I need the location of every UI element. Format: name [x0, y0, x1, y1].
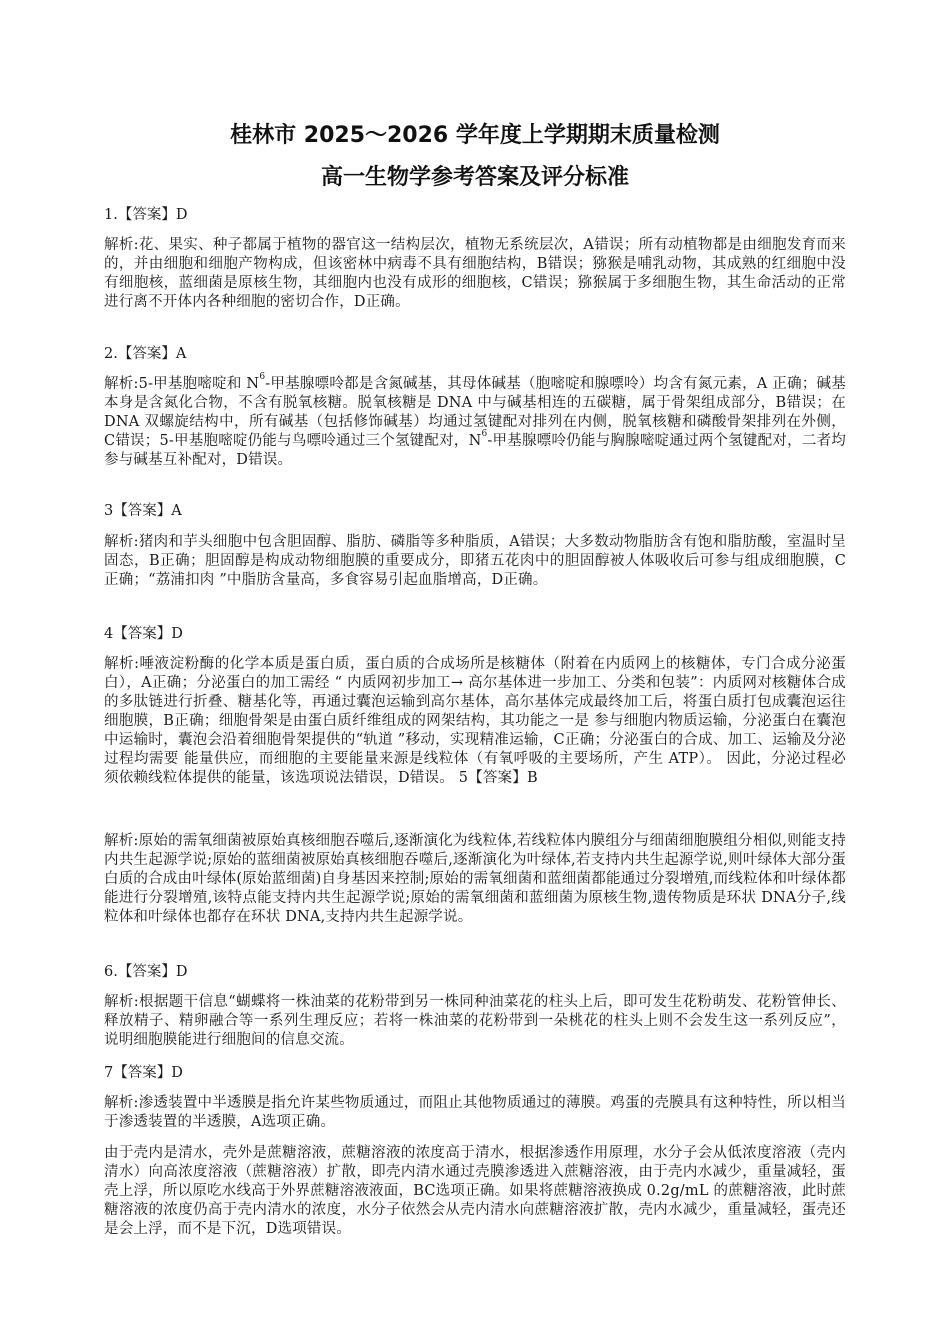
- q2-analysis-part1: 解析:5-甲基胞嘧啶和 N: [104, 376, 260, 392]
- q1-analysis: 解析:花、果实、种子都属于植物的器官这一结构层次，植物无系统层次，A错误；所有动植物都是由细胞发育而来的，并由细胞和细胞产物构成，但该密林中病毒不具有细胞结构，B错误；猕猴是哺乳动物，其成熟的红细胞中没有细胞核，蓝细菌是原核生物，其细胞内也没有成形的细胞核，C错误；猕猴属于多细胞生物，其生命活动的正常进行离不开体内各种细胞的密切合作，D正确。: [104, 237, 846, 310]
- q4-analysis-text: 解析:唾液淀粉酶的化学本质是蛋白质，蛋白质的合成场所是核糖体（附着在内质网上的核糖体，专门合成分泌蛋白），A正确；分泌蛋白的加工需经 “ 内质网初步加工→ 高尔基体进一步加工、分类和包装”：内质网对核糖体合成的多肽链进行折叠、糖基化等，再通过囊泡运输到高尔基体，高尔基体完成最终加工后，将蛋白质打包成囊泡运往细胞膜，B正确；细胞骨架是由蛋白质纤维组成的网架结构，其功能之一是 参与细胞内物质运输，分泌蛋白在囊泡中运输时，囊泡会沿着细胞骨架提供的“轨道 ”移动，实现精准运输，C正确；分泌蛋白的合成、加工、运输及分泌过程均需要 能量供应，而细胞的主要能量来源是线粒体（有氧呼吸的主要场所，产生 ATP）。 因此，分泌过程必须依赖线粒体提供的能量，该选项说法错误，D错误。: [104, 656, 846, 786]
- q2-sup-2: 6: [481, 429, 488, 439]
- q1-answer: 1.【答案】D: [104, 207, 188, 223]
- q2-answer: 2.【答案】A: [104, 346, 187, 362]
- q3-analysis: 解析:猪肉和芋头细胞中包含胆固醇、脂肪、磷脂等多种脂质，A错误；大多数动物脂肪含有饱和脂肪酸，室温时呈固态，B正确；胆固醇是构成动物细胞膜的重要成分，即猪五花肉中的胆固醇被人体吸收后可参与组成细胞膜，C正确；“荔浦扣肉 ”中脂肪含量高，多食容易引起血脂增高，D正确。: [104, 534, 846, 588]
- q2-analysis-part3: -甲基腺嘌呤仍能与胸腺嘧啶通过两个氢键配对，二者均参与碱基互补配对，D错误。: [104, 433, 846, 468]
- q5-analysis: 解析:原始的需氧细菌被原始真核细胞吞噬后,逐渐演化为线粒体,若线粒体内膜组分与细菌细胞膜组分相似,则能支持内共生起源学说;原始的蓝细菌被原始真核细胞吞噬后,逐渐演化为叶绿体,若支持内共生起源学说,则叶绿体大部分蛋白质的合成由叶绿体(原始蓝细菌)自身基因来控制;原始的需氧细菌和蓝细菌都能通过分裂增殖,而线粒体和叶绿体都能进行分裂增殖,该特点能支持内共生起源学说;原始的需氧细菌和蓝细菌为原核生物,遗传物质是环状 DNA分子,线粒体和叶绿体也都存在环状 DNA,支持内共生起源学说。: [104, 833, 846, 925]
- q2-analysis: [104, 372, 846, 470]
- q7-answer: 7【答案】D: [104, 1065, 183, 1081]
- q4-answer: 4【答案】D: [104, 626, 183, 642]
- page-subtitle: 高一生物学参考答案及评分标准: [320, 165, 629, 190]
- q4-analysis: [104, 655, 846, 788]
- q5-answer: 5【答案】B: [458, 770, 538, 786]
- q2-analysis-part2: -甲基腺嘌呤都是含氮碱基，其母体碱基（胞嘧啶和腺嘌呤）均含有氮元素，A 正确；碱基本身是含氮化合物，不含有脱氧核糖。脱氧核糖是 DNA 中与碱基相连的五碳糖，属于骨架组成部分，B错误；在 DNA 双螺旋结构中，所有碱基（包括修饰碱基）均通过氢键配对排列在内侧，脱氧核糖和磷酸骨架排列在外侧，C错误；5-甲基胞嘧啶仍能与鸟嘌呤通过三个氢键配对，N: [104, 376, 846, 449]
- q3-answer: 3【答案】A: [104, 503, 182, 519]
- q7-analysis-continued: 由于壳内是清水，壳外是蔗糖溶液，蔗糖溶液的浓度高于清水，根据渗透作用原理，水分子会从低浓度溶液（壳内清水）向高浓度溶液（蔗糖溶液）扩散，即壳内清水通过壳膜渗透进入蔗糖溶液，由于壳内水减少，重量减轻，蛋壳上浮，所以原吃水线高于外界蔗糖溶液液面，BC选项正确。如果将蔗糖溶液换成 0.2g/mL 的蔗糖溶液，此时蔗糖溶液的浓度仍高于壳内清水的浓度，水分子依然会从壳内清水向蔗糖溶液扩散，壳内水减少，重量减轻，蛋壳还是会上浮，而不是下沉，D选项错误。: [104, 1145, 846, 1237]
- page-title: 桂林市 2025～2026 学年度上学期期末质量检测: [230, 123, 720, 148]
- q2-sup-1: 6: [259, 372, 266, 382]
- q6-answer: 6.【答案】D: [104, 964, 188, 980]
- q7-analysis: 解析:渗透装置中半透膜是指允许某些物质通过，而阻止其他物质通过的薄膜。鸡蛋的壳膜具有这种特性，所以相当于渗透装置的半透膜，A选项正确。: [104, 1095, 846, 1130]
- q6-analysis: 解析:根据题干信息“蝴蝶将一株油菜的花粉带到另一株同种油菜花的柱头上后，即可发生花粉萌发、花粉管伸长、释放精子、精卵融合等一系列生理反应；若将一株油菜的花粉带到一朵桃花的柱头上则不会发生这一系列反应”，说明细胞膜能进行细胞间的信息交流。: [104, 994, 846, 1048]
